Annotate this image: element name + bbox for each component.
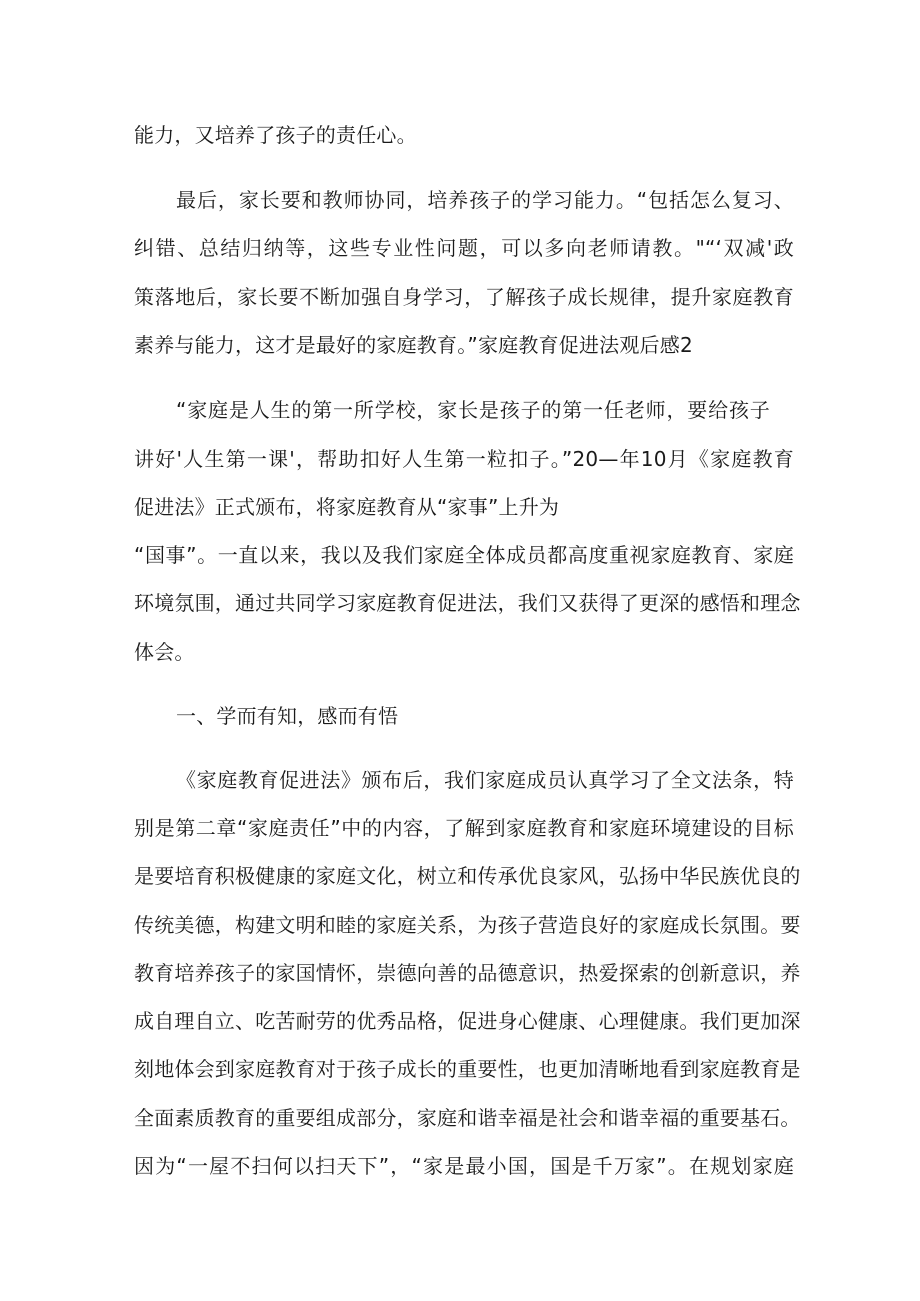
text-line: 是要培育积极健康的家庭文化，树立和传承优良家风，弘扬中华民族优良的 [134, 864, 801, 888]
text-line: 刻地体会到家庭教育对于孩子成长的重要性，也更加清晰地看到家庭教育是 [134, 1057, 801, 1081]
text-line: 促进法》正式颁布，将家庭教育从“家事”上升为 [134, 495, 560, 519]
text-line: “家庭是人生的第一所学校，家长是孩子的第一任老师，要给孩子 [176, 398, 770, 422]
text-line: 纠错、总结归纳等，这些专业性问题，可以多向老师请教。"“‘双减'政 [134, 236, 794, 260]
text-line: 因为“一屋不扫何以扫天下”，“家是最小国，国是千万家”。在规划家庭 [134, 1154, 794, 1178]
text-line: 策落地后，家长要不断加强自身学习，了解孩子成长规律，提升家庭教育 [134, 285, 794, 309]
text-line: “国事”。一直以来，我以及我们家庭全体成员都高度重视家庭教育、家庭 [134, 543, 794, 567]
text-line: 传统美德，构建文明和睦的家庭关系，为孩子营造良好的家庭成长氛围。要 [134, 913, 801, 937]
section-heading: 一、学而有知，感而有悟 [176, 704, 399, 728]
text-line: 别是第二章“家庭责任”中的内容，了解到家庭教育和家庭环境建设的目标 [134, 816, 794, 840]
text-line: 讲好'人生第一课'，帮助扣好人生第一粒扣子。”20—年10月《家庭教育 [134, 447, 794, 471]
text-line: 环境氛围，通过共同学习家庭教育促进法，我们又获得了更深的感悟和理念 [134, 591, 801, 615]
text-line: 能力，又培养了孩子的责任心。 [134, 123, 417, 147]
text-line: 全面素质教育的重要组成部分，家庭和谐幸福是社会和谐幸福的重要基石。 [134, 1106, 801, 1130]
text-line: 最后，家长要和教师协同，培养孩子的学习能力。“包括怎么复习、 [176, 188, 794, 212]
text-line: 素养与能力，这才是最好的家庭教育。”家庭教育促进法观后感2 [134, 333, 693, 357]
text-line: 体会。 [134, 640, 195, 664]
text-line: 《家庭教育促进法》颁布后，我们家庭成员认真学习了全文法条，特 [176, 768, 794, 792]
text-line: 教育培养孩子的家国情怀，崇德向善的品德意识，热爱探索的创新意识，养 [134, 961, 801, 985]
text-line: 成自理自立、吃苦耐劳的优秀品格，促进身心健康、心理健康。我们更加深 [134, 1009, 801, 1033]
